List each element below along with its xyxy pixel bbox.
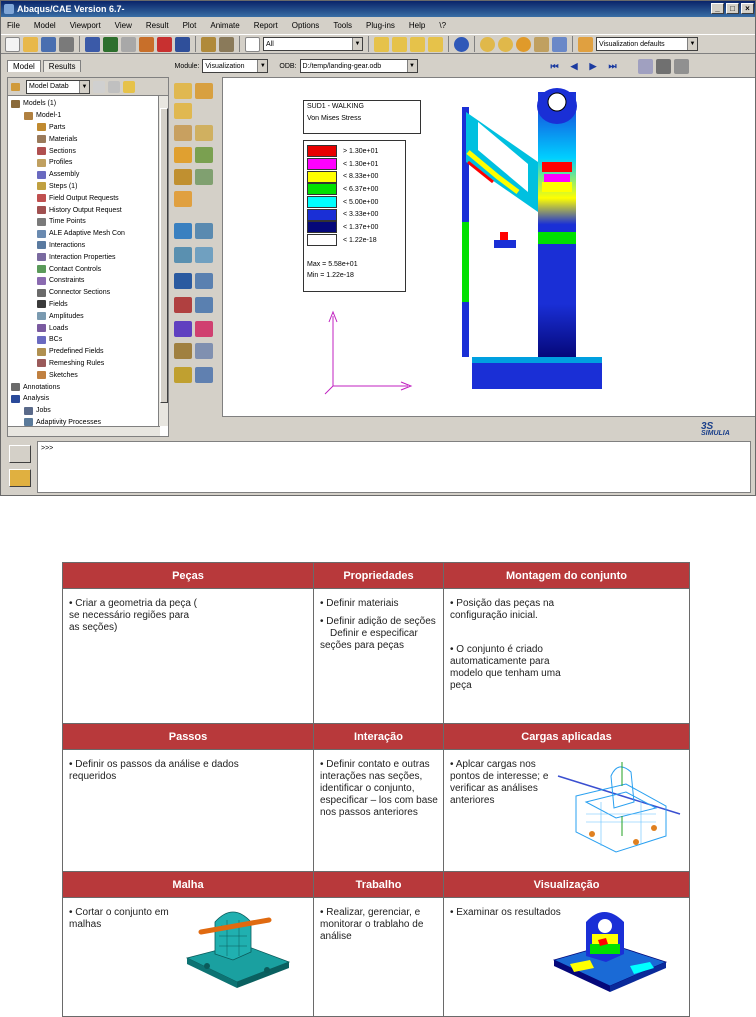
tree-item[interactable] bbox=[8, 381, 168, 393]
view-right-icon[interactable] bbox=[428, 37, 443, 52]
menu-plugins[interactable]: Plug-ins bbox=[366, 20, 395, 30]
rotate-icon[interactable] bbox=[103, 37, 118, 52]
tree-horizontal-scrollbar[interactable] bbox=[8, 426, 160, 436]
legend-swatch bbox=[307, 221, 337, 233]
tree-item-label: Loads bbox=[49, 324, 69, 332]
context-bar bbox=[1, 56, 756, 76]
tree-item[interactable] bbox=[8, 358, 168, 370]
parts-icon bbox=[37, 123, 46, 131]
select-arrow-icon[interactable] bbox=[245, 37, 260, 52]
maximize-button[interactable]: □ bbox=[726, 3, 739, 14]
legend-swatch bbox=[307, 171, 337, 183]
cell-malha bbox=[63, 898, 314, 1017]
legend-label: < 1.30e+01 bbox=[343, 160, 379, 168]
animation-options-icon[interactable] bbox=[638, 59, 653, 74]
model-icon bbox=[24, 112, 33, 120]
tree-item-label: Field Output Requests bbox=[49, 194, 119, 202]
stress-result-image bbox=[550, 904, 670, 992]
loads-icon bbox=[37, 324, 46, 332]
filter-icon[interactable] bbox=[108, 81, 120, 93]
legend-swatch bbox=[307, 209, 337, 221]
previous-frame-icon[interactable]: ◀ bbox=[570, 60, 578, 71]
separator bbox=[239, 36, 240, 52]
play-icon[interactable]: ▶ bbox=[589, 60, 597, 71]
variable-label: Von Mises Stress bbox=[307, 115, 362, 122]
pan-icon[interactable] bbox=[85, 37, 100, 52]
tree-vertical-scrollbar[interactable] bbox=[158, 96, 168, 426]
window-title: Abaqus/CAE Version 6.7- bbox=[17, 4, 125, 14]
python-console-icon[interactable] bbox=[9, 469, 31, 487]
menu-view[interactable]: View bbox=[114, 20, 132, 30]
legend-label: < 1.22e-18 bbox=[343, 236, 377, 244]
tree-item-label: Materials bbox=[49, 135, 78, 143]
interaction-properties-icon bbox=[37, 253, 46, 261]
tree-item-label: Analysis bbox=[23, 395, 50, 403]
tree-item[interactable] bbox=[8, 405, 168, 417]
tree-item-label: Model-1 bbox=[36, 112, 62, 120]
propriedades-item-3: Definir e especificar seções para peças bbox=[320, 628, 418, 651]
abaqus-workflow-table bbox=[62, 562, 690, 1017]
menu-result[interactable]: Result bbox=[145, 20, 169, 30]
tree-item-label: Amplitudes bbox=[49, 312, 84, 320]
open-file-icon[interactable] bbox=[23, 37, 38, 52]
header-interacao: Interação bbox=[314, 724, 444, 750]
cell-montagem bbox=[444, 589, 690, 724]
pecas-text: • Criar a geometria da peça ( se necessário regiões para as seções) bbox=[69, 598, 198, 633]
cell-propriedades bbox=[314, 589, 444, 724]
render-hidden-icon[interactable] bbox=[516, 37, 531, 52]
passos-text: • Definir os passos da análise e dados requeridos bbox=[69, 759, 239, 782]
menu-plot[interactable]: Plot bbox=[182, 20, 197, 30]
tree-item[interactable] bbox=[8, 192, 168, 204]
legend-swatch bbox=[307, 196, 337, 208]
menu-file[interactable]: File bbox=[7, 20, 20, 30]
abaqus-logo-icon bbox=[4, 4, 14, 14]
separator bbox=[572, 36, 573, 52]
perspective-icon[interactable] bbox=[534, 37, 549, 52]
new-file-icon[interactable] bbox=[5, 37, 20, 52]
undeformed-shape-icon[interactable] bbox=[174, 83, 192, 99]
tree-item[interactable] bbox=[8, 145, 168, 157]
profiles-icon bbox=[37, 159, 46, 167]
path-icon[interactable] bbox=[174, 247, 192, 263]
predefined-fields-icon bbox=[37, 348, 46, 356]
expand-icon[interactable] bbox=[93, 81, 105, 93]
display-group-icon[interactable] bbox=[195, 273, 213, 289]
menu-options[interactable]: Options bbox=[291, 20, 320, 30]
tree-item-label: Time Points bbox=[49, 218, 86, 226]
record-movie-icon[interactable] bbox=[674, 59, 689, 74]
contour-options-icon[interactable] bbox=[195, 169, 213, 185]
module-select[interactable] bbox=[202, 59, 268, 73]
tree-item[interactable] bbox=[8, 369, 168, 381]
tree-item-label: BCs bbox=[49, 336, 63, 344]
tree-item-label: Adaptivity Processes bbox=[36, 418, 101, 426]
model-tree-panel bbox=[7, 77, 169, 437]
title-bar bbox=[1, 1, 756, 17]
create-xy-data-icon[interactable] bbox=[174, 223, 192, 239]
chevron-down-icon: ▼ bbox=[407, 60, 417, 72]
plot-title-box bbox=[303, 100, 421, 134]
ale-mesh-icon bbox=[37, 230, 46, 238]
legend-swatch bbox=[307, 234, 337, 246]
history-output-icon bbox=[37, 206, 46, 214]
report-field-icon[interactable] bbox=[174, 321, 192, 337]
model-tree bbox=[8, 96, 168, 428]
legend-label: < 3.33e+00 bbox=[343, 211, 379, 219]
tree-item[interactable] bbox=[8, 346, 168, 358]
tree-item-label: Parts bbox=[49, 123, 66, 131]
cell-passos bbox=[63, 750, 314, 872]
cell-trabalho bbox=[314, 898, 444, 1017]
legend-entry bbox=[307, 196, 402, 209]
tree-item[interactable] bbox=[8, 110, 168, 122]
tree-item[interactable] bbox=[8, 251, 168, 263]
tree-item[interactable] bbox=[8, 181, 168, 193]
legend-swatch bbox=[307, 158, 337, 170]
auto-fit-icon[interactable] bbox=[157, 37, 172, 52]
bcs-icon bbox=[37, 336, 46, 344]
tree-item[interactable] bbox=[8, 310, 168, 322]
header-montagem: Montagem do conjunto bbox=[444, 563, 690, 589]
assembly-icon bbox=[37, 171, 46, 179]
first-frame-icon[interactable]: ⏮ bbox=[550, 60, 559, 71]
model-database-select[interactable] bbox=[26, 80, 90, 94]
connector-sections-icon bbox=[37, 289, 46, 297]
header-pecas: Peças bbox=[63, 563, 314, 589]
render-shaded-icon[interactable] bbox=[480, 37, 495, 52]
superimpose-icon[interactable] bbox=[195, 147, 213, 163]
legend-entry bbox=[307, 221, 402, 234]
tree-item[interactable] bbox=[8, 133, 168, 145]
module-label: Module: bbox=[174, 62, 200, 70]
interacao-text: • Definir contato e outras interações nas seções, identificar o conjunto, especificar – los com base nos passos anteriores bbox=[320, 759, 438, 818]
field-output-icon bbox=[37, 194, 46, 202]
contact-controls-icon bbox=[37, 265, 46, 273]
tree-item[interactable] bbox=[8, 216, 168, 228]
minimize-button[interactable]: _ bbox=[711, 3, 724, 14]
tree-item-label: Predefined Fields bbox=[49, 348, 104, 356]
legend-label: < 1.37e+00 bbox=[343, 223, 379, 231]
visualizacao-text: • Examinar os resultados bbox=[450, 907, 561, 918]
tree-header bbox=[8, 78, 168, 96]
header-passos: Passos bbox=[63, 724, 314, 750]
view-iso-icon[interactable] bbox=[374, 37, 389, 52]
fields-icon bbox=[37, 300, 46, 308]
separator bbox=[474, 36, 475, 52]
menu-model[interactable]: Model bbox=[33, 20, 56, 30]
time-points-icon bbox=[37, 218, 46, 226]
tree-item-label: Fields bbox=[49, 300, 68, 308]
steps-icon bbox=[37, 182, 46, 190]
tree-item-label: Interactions bbox=[49, 241, 86, 249]
landing-gear-contour-model bbox=[458, 82, 618, 394]
tree-item[interactable] bbox=[8, 240, 168, 252]
separator bbox=[79, 36, 80, 52]
menu-context-help[interactable]: \? bbox=[439, 20, 447, 30]
cell-interacao bbox=[314, 750, 444, 872]
remeshing-rules-icon bbox=[37, 359, 46, 367]
legend-entry bbox=[307, 183, 402, 196]
tree-item-label: Interaction Properties bbox=[49, 253, 116, 261]
cell-pecas bbox=[63, 589, 314, 724]
cell-visualizacao bbox=[444, 898, 690, 1017]
tree-item-label: Steps (1) bbox=[49, 182, 78, 190]
max-value-label: Max = 5.58e+01 bbox=[307, 260, 358, 268]
view-front-icon[interactable] bbox=[392, 37, 407, 52]
tree-item[interactable] bbox=[8, 334, 168, 346]
menu-bar bbox=[1, 18, 756, 32]
visualization-toolbox bbox=[171, 77, 221, 417]
sections-icon bbox=[37, 147, 46, 155]
tree-item-label: Remeshing Rules bbox=[49, 359, 105, 367]
menu-tools[interactable]: Tools bbox=[333, 20, 352, 30]
tree-item-label: Connector Sections bbox=[49, 289, 111, 297]
tree-item[interactable] bbox=[8, 169, 168, 181]
save-icon[interactable] bbox=[41, 37, 56, 52]
legend-label: < 5.00e+00 bbox=[343, 198, 379, 206]
header-propriedades: Propriedades bbox=[314, 563, 444, 589]
selection-filter-select[interactable] bbox=[263, 37, 363, 51]
tree-item[interactable] bbox=[8, 393, 168, 405]
abaqus-window bbox=[0, 0, 756, 496]
view-top-icon[interactable] bbox=[410, 37, 425, 52]
contour-legend bbox=[303, 140, 406, 292]
analysis-icon bbox=[11, 395, 20, 403]
coordinate-triad bbox=[323, 308, 413, 398]
interactions-icon bbox=[37, 241, 46, 249]
propriedades-item-2: • Definir adição de seções bbox=[320, 616, 436, 627]
tree-item-label: History Output Request bbox=[49, 206, 122, 214]
tree-item[interactable] bbox=[8, 263, 168, 275]
deformed-shape-icon[interactable] bbox=[195, 83, 213, 99]
materials-icon bbox=[37, 135, 46, 143]
tree-item[interactable] bbox=[8, 204, 168, 216]
amplitudes-icon bbox=[37, 312, 46, 320]
jobs-icon bbox=[24, 407, 33, 415]
menu-viewport[interactable]: Viewport bbox=[69, 20, 101, 30]
menu-report[interactable]: Report bbox=[253, 20, 278, 30]
annotations-icon bbox=[11, 383, 20, 391]
legend-swatch bbox=[307, 183, 337, 195]
tree-item-label: Constraints bbox=[49, 277, 85, 285]
cargas-text: • Aplcar cargas nos pontos de interesse; e verificar as análises anteriores bbox=[450, 759, 549, 806]
xy-data-manager-icon[interactable] bbox=[195, 223, 213, 239]
palette-icon[interactable] bbox=[578, 37, 593, 52]
tab-model[interactable]: Model bbox=[7, 60, 41, 72]
chevron-down-icon: ▼ bbox=[687, 38, 697, 50]
simulia-logo bbox=[701, 421, 755, 441]
chevron-down-icon: ▼ bbox=[257, 60, 267, 72]
probe-values-icon[interactable] bbox=[195, 321, 213, 337]
view-defaults-value: Visualization defaults bbox=[599, 40, 665, 48]
view-cut-icon[interactable] bbox=[174, 273, 192, 289]
odb-select[interactable] bbox=[300, 59, 418, 73]
propriedades-item-1: • Definir materiais bbox=[320, 598, 399, 609]
selection-filter-value: All bbox=[266, 40, 274, 48]
separator bbox=[368, 36, 369, 52]
legend-label: < 6.37e+00 bbox=[343, 185, 379, 193]
console-input[interactable] bbox=[37, 441, 751, 493]
close-button[interactable]: × bbox=[741, 3, 754, 14]
tree-item-label: Jobs bbox=[36, 407, 51, 415]
print-icon[interactable] bbox=[59, 37, 74, 52]
xy-plot-icon[interactable] bbox=[174, 191, 192, 207]
database-icon bbox=[11, 83, 20, 91]
active-steps-icon[interactable] bbox=[195, 297, 213, 313]
montagem-item-2: • O conjunto é criado automaticamente para modelo que tenham uma peça bbox=[450, 644, 561, 691]
tree-item[interactable] bbox=[8, 122, 168, 134]
display-options-icon[interactable] bbox=[552, 37, 567, 52]
stream-icon[interactable] bbox=[195, 247, 213, 263]
zoom-icon[interactable] bbox=[121, 37, 136, 52]
tree-item[interactable] bbox=[8, 157, 168, 169]
tree-item-label: Sections bbox=[49, 147, 76, 155]
tree-item[interactable] bbox=[8, 287, 168, 299]
legend-entry bbox=[307, 158, 402, 171]
step-label: SUD1 - WALKING bbox=[307, 103, 364, 110]
camera-icon[interactable] bbox=[656, 59, 671, 74]
cycle-views-icon[interactable] bbox=[175, 37, 190, 52]
constraints-icon bbox=[37, 277, 46, 285]
simulia-brand: SIMULIA bbox=[701, 430, 730, 437]
header-visualizacao: Visualização bbox=[444, 872, 690, 898]
odb-label: ODB: bbox=[279, 62, 297, 70]
animate-scale-icon[interactable] bbox=[195, 343, 213, 359]
model-tree-filter-icon[interactable] bbox=[195, 367, 213, 383]
tree-item-label: Profiles bbox=[49, 159, 73, 167]
tree-item-label: Sketches bbox=[49, 371, 78, 379]
free-body-icon[interactable] bbox=[174, 297, 192, 313]
chevron-down-icon: ▼ bbox=[352, 38, 362, 50]
legend-entry bbox=[307, 170, 402, 183]
module-value: Visualization bbox=[205, 62, 245, 70]
model-database-value: Model Datab bbox=[29, 83, 69, 90]
console-prompt: >>> bbox=[41, 445, 54, 452]
legend-label: < 8.33e+00 bbox=[343, 173, 379, 181]
trabalho-text: • Realizar, gerenciar, e monitorar o trablaho de análise bbox=[320, 907, 424, 942]
loaded-assembly-wireframe-image bbox=[556, 756, 682, 862]
view-defaults-select[interactable] bbox=[596, 37, 698, 51]
chevron-down-icon: ▼ bbox=[79, 81, 89, 93]
tree-item-label: Contact Controls bbox=[49, 265, 102, 273]
legend-entry bbox=[307, 208, 402, 221]
montagem-item-1: • Posição das peças na configuração inicial. bbox=[450, 598, 555, 621]
query-info-icon[interactable] bbox=[174, 367, 192, 383]
legend-entry bbox=[307, 145, 402, 158]
tree-item-label: Models (1) bbox=[23, 100, 57, 108]
separator bbox=[448, 36, 449, 52]
menu-help[interactable]: Help bbox=[408, 20, 426, 30]
legend-entry bbox=[307, 234, 402, 247]
legend-label: > 1.30e+01 bbox=[343, 147, 379, 155]
last-frame-icon[interactable]: ⏭ bbox=[608, 60, 617, 71]
odb-value: D:/temp/landing-gear.odb bbox=[302, 62, 382, 70]
legend-swatch bbox=[307, 145, 337, 157]
lightbulb-icon[interactable] bbox=[123, 81, 135, 93]
header-trabalho: Trabalho bbox=[314, 872, 444, 898]
query-icon[interactable] bbox=[201, 37, 216, 52]
box-zoom-icon[interactable] bbox=[139, 37, 154, 52]
info-icon[interactable] bbox=[454, 37, 469, 52]
scroll-thumb[interactable] bbox=[160, 108, 168, 403]
sketches-icon bbox=[37, 371, 46, 379]
min-value-label: Min = 1.22e-18 bbox=[307, 271, 354, 279]
allow-multiple-plots-icon[interactable] bbox=[174, 147, 192, 163]
message-area-icon[interactable] bbox=[9, 445, 31, 463]
material-orientation-icon[interactable] bbox=[195, 125, 213, 141]
tree-item[interactable] bbox=[8, 228, 168, 240]
separator bbox=[195, 36, 196, 52]
tree-item-label: Assembly bbox=[49, 171, 80, 179]
malha-text: • Cortar o conjunto em malhas bbox=[69, 907, 169, 930]
tab-results[interactable]: Results bbox=[43, 60, 82, 72]
tree-item[interactable] bbox=[8, 98, 168, 110]
menu-animate[interactable]: Animate bbox=[210, 20, 240, 30]
cell-cargas bbox=[444, 750, 690, 872]
header-malha: Malha bbox=[63, 872, 314, 898]
meshed-part-image bbox=[181, 900, 293, 990]
contour-plot-icon[interactable] bbox=[174, 103, 192, 119]
tree-item[interactable] bbox=[8, 275, 168, 287]
tree-item[interactable] bbox=[8, 299, 168, 311]
symbol-plot-icon[interactable] bbox=[174, 125, 192, 141]
command-console bbox=[7, 441, 751, 493]
tree-item[interactable] bbox=[8, 322, 168, 334]
common-options-icon[interactable] bbox=[174, 169, 192, 185]
tree-item-label: Annotations bbox=[23, 383, 60, 391]
section-cut-icon[interactable] bbox=[219, 37, 234, 52]
header-cargas: Cargas aplicadas bbox=[444, 724, 690, 750]
render-wireframe-icon[interactable] bbox=[498, 37, 513, 52]
models-icon bbox=[11, 100, 20, 108]
main-toolbar bbox=[1, 34, 756, 54]
tree-item-label: ALE Adaptive Mesh Con bbox=[49, 230, 125, 238]
viewport-canvas[interactable] bbox=[222, 77, 756, 417]
animate-time-icon[interactable] bbox=[174, 343, 192, 359]
ds-logo-icon: 3S bbox=[701, 421, 714, 432]
